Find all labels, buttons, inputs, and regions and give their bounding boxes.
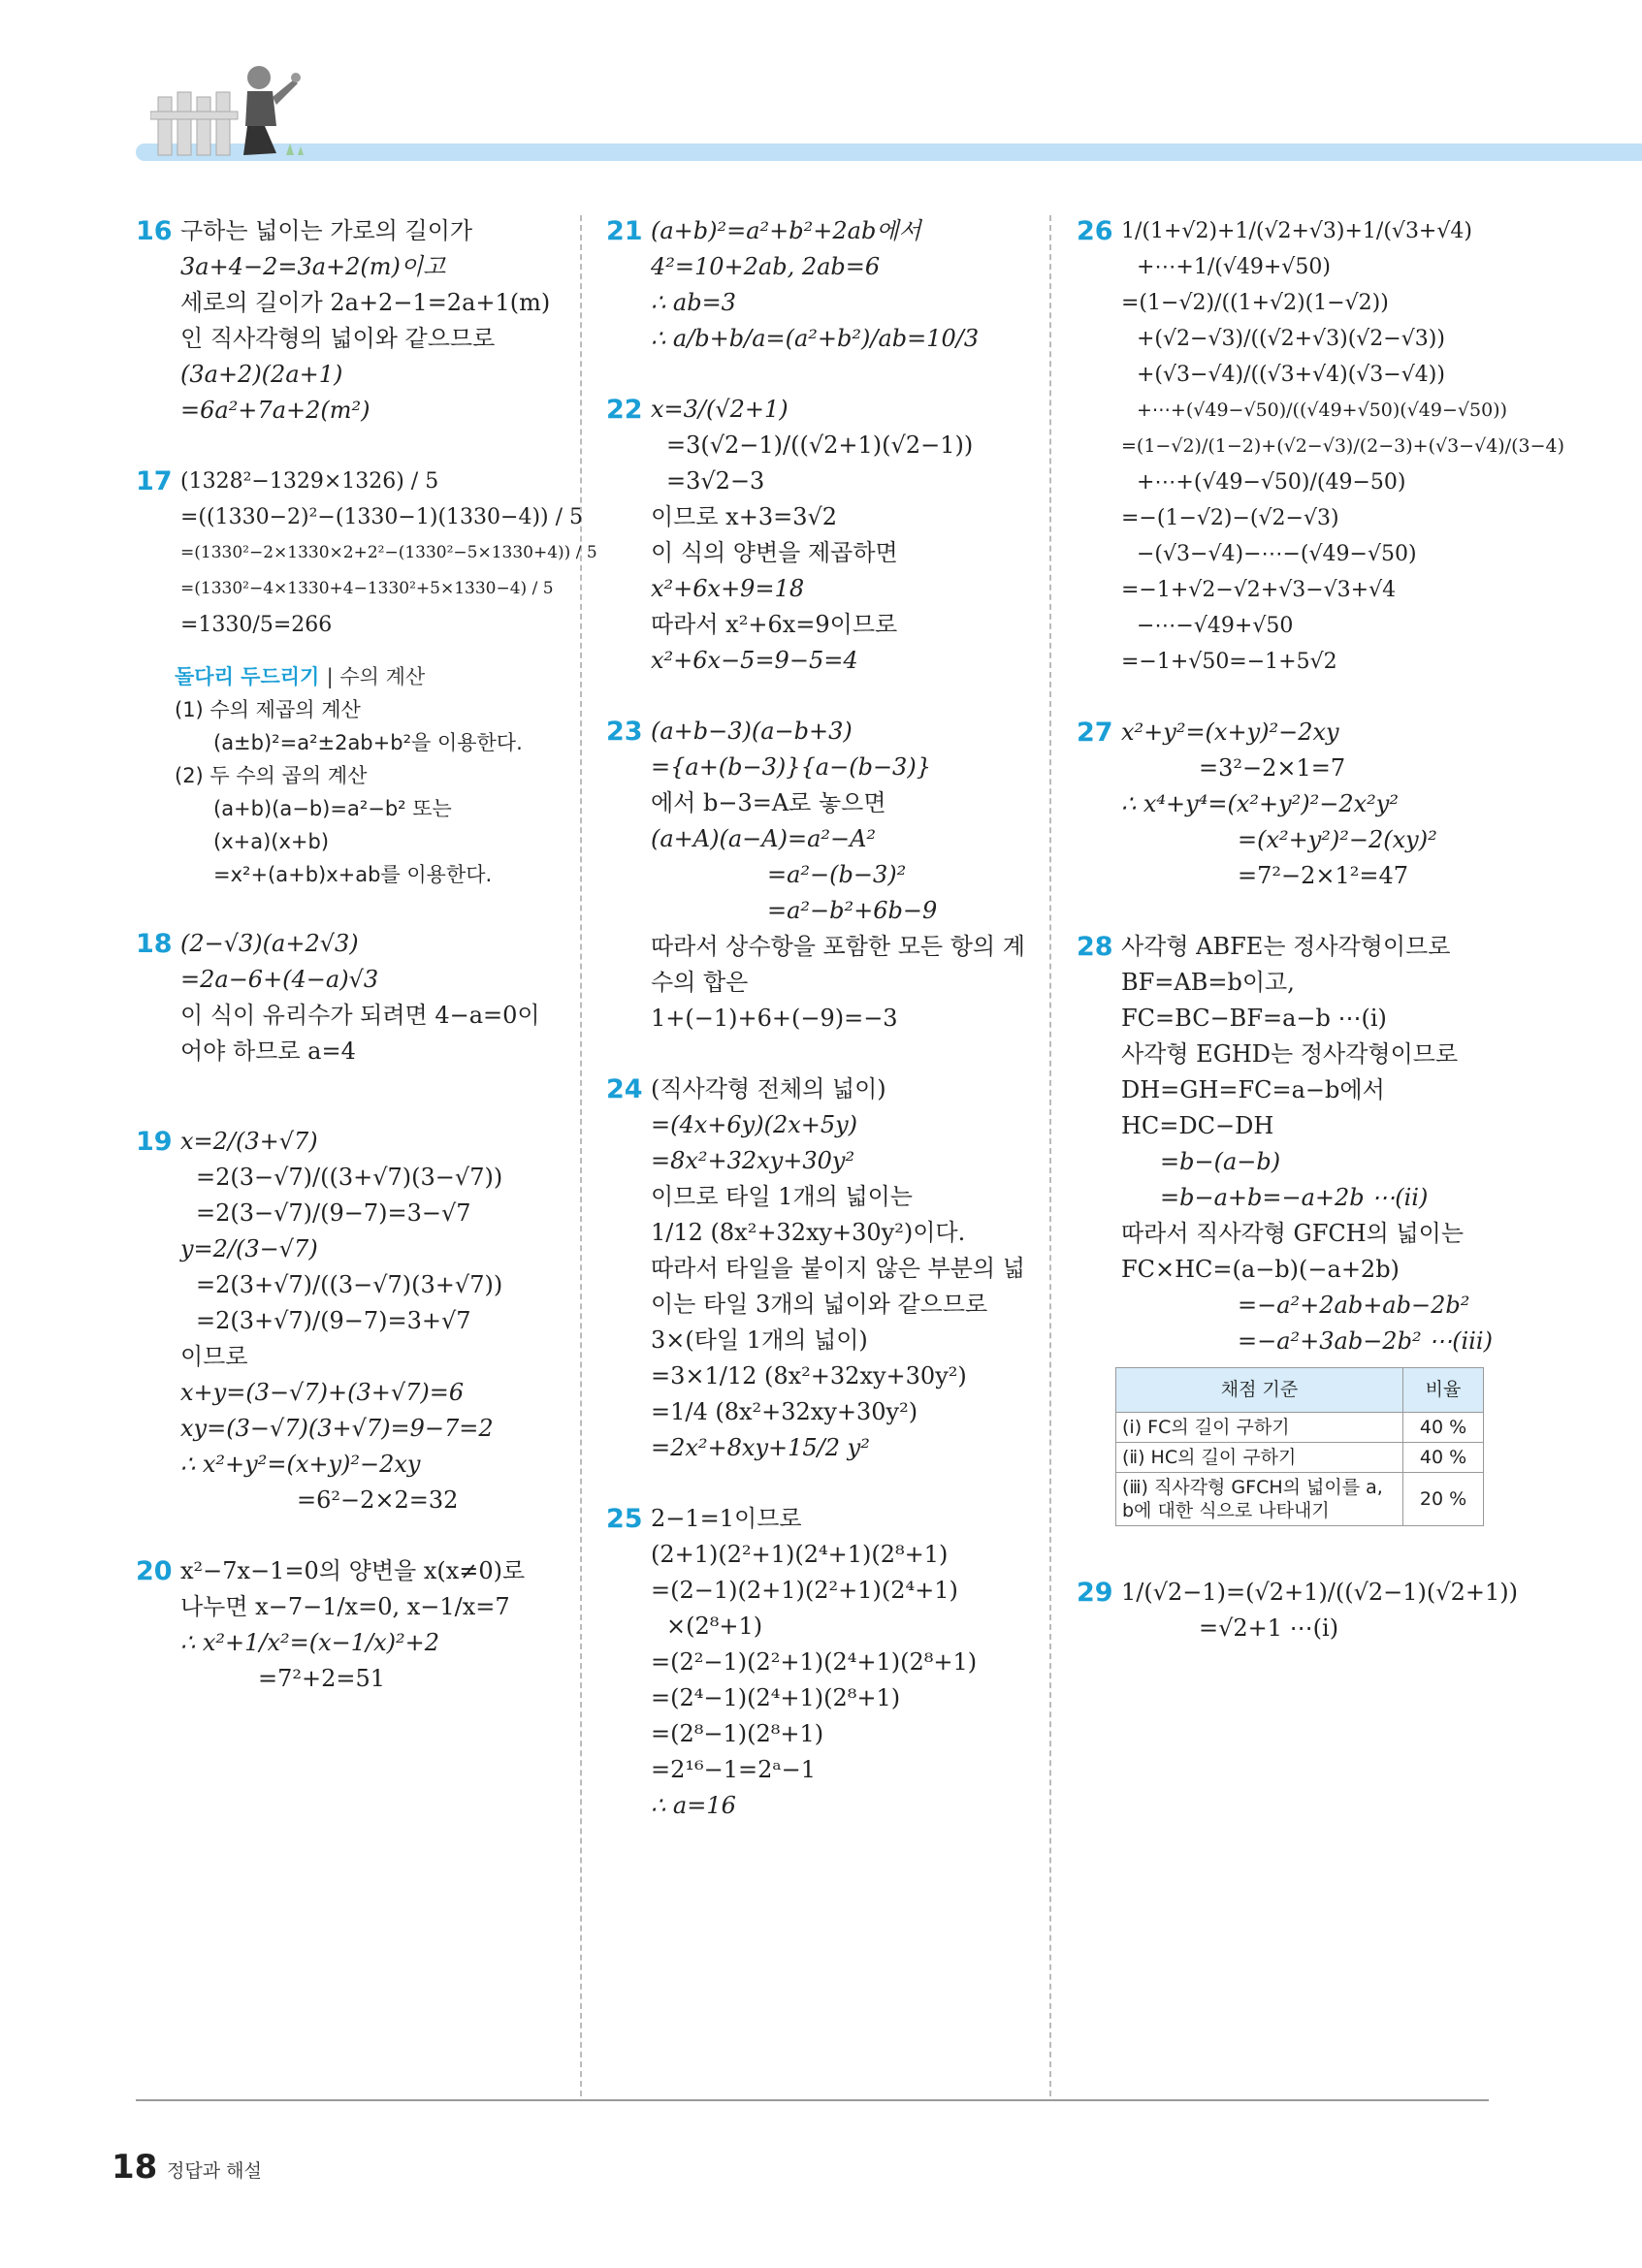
solution-line: 이므로	[180, 1343, 248, 1370]
solution-line: 1+(−1)+6+(−9)=−3	[651, 1005, 898, 1032]
solution-line: =2¹⁶−1=2ᵃ−1	[651, 1756, 817, 1783]
solution-line: ∴ ab=3	[651, 289, 736, 316]
solution-line: =1/4 (8x²+32xy+30y²)	[651, 1398, 918, 1425]
solution-line: ∴ a=16	[651, 1792, 736, 1819]
problem-number: 22	[606, 395, 643, 425]
problem-number: 20	[136, 1556, 173, 1586]
solution-line: 세로의 길이가 2a+2−1=2a+1(m)	[180, 289, 551, 316]
problem-29	[1077, 1575, 1518, 1646]
problem-number: 21	[606, 216, 643, 246]
column-divider-2	[1049, 215, 1051, 2096]
solution-line: 사각형 ABFE는 정사각형이므로	[1121, 933, 1451, 960]
problem-16	[136, 213, 563, 429]
column-divider-1	[580, 215, 582, 2096]
table-cell: 20 %	[1403, 1473, 1484, 1526]
solution-line: =(2⁸−1)(2⁸+1)	[651, 1720, 824, 1747]
solution-line: 이 식의 양변을 제곱하면	[651, 539, 898, 566]
column-3	[1077, 213, 1565, 1681]
solution-line: 따라서 x²+6x=9이므로	[651, 611, 898, 638]
tip-line: (a±b)²=a²±2ab+b²을 이용한다.	[213, 731, 523, 754]
solution-line: +(√2−√3)/((√2+√3)(√2−√3))	[1137, 327, 1445, 351]
solution-line: x+y=(3−√7)+(3+√7)=6	[180, 1379, 465, 1406]
solution-line: =(1330²−2×1330×2+2²−(1330²−5×1330+4)) / 5	[180, 543, 597, 562]
problem-28	[1077, 929, 1513, 1526]
solution-line: xy=(3−√7)(3+√7)=9−7=2	[180, 1415, 494, 1442]
solution-line: 3a+4−2=3a+2(m)이고	[180, 253, 446, 280]
problem-number: 27	[1077, 718, 1113, 748]
solution-line: =7²+2=51	[258, 1665, 386, 1692]
solution-line: =(2−1)(2+1)(2²+1)(2⁴+1)	[651, 1577, 958, 1604]
problem-number: 24	[606, 1074, 643, 1104]
table-cell: (ⅲ) 직사각형 GFCH의 넓이를 a, b에 대한 식으로 나타내기	[1116, 1473, 1403, 1526]
solution-line: DH=GH=FC=a−b에서	[1121, 1076, 1385, 1103]
solution-line: =((1330−2)²−(1330−1)(1330−4)) / 5	[180, 505, 584, 529]
scoring-table	[1115, 1367, 1484, 1526]
problem-number: 29	[1077, 1578, 1113, 1608]
tip-title-a: 돌다리	[175, 665, 234, 688]
solution-line: 사각형 EGHD는 정사각형이므로	[1121, 1040, 1459, 1068]
solution-line: =(2²−1)(2²+1)(2⁴+1)(2⁸+1)	[651, 1648, 978, 1676]
solution-line: (3a+2)(2a+1)	[180, 361, 343, 388]
problem-18	[136, 926, 563, 1070]
solution-line: (1328²−1329×1326) / 5	[180, 469, 439, 494]
solution-line: =(1−√2)/((1+√2)(1−√2))	[1121, 291, 1389, 315]
solution-line: ∴ a/b+b/a=(a²+b²)/ab=10/3	[651, 325, 980, 352]
solution-line: =3×1/12 (8x²+32xy+30y²)	[651, 1362, 967, 1390]
problem-number: 28	[1077, 932, 1113, 962]
problem-17	[136, 463, 597, 643]
solution-line: =1330/5=266	[180, 613, 333, 637]
table-row	[1116, 1413, 1484, 1443]
solution-line: ={a+(b−3)}{a−(b−3)}	[651, 753, 931, 781]
problem-number: 19	[136, 1127, 173, 1157]
solution-line: 어야 하므로 a=4	[180, 1038, 356, 1065]
solution-line: 수의 합은	[651, 969, 749, 996]
table-header: 비율	[1403, 1368, 1484, 1413]
solution-line: 나누면 x−7−1/x=0, x−1/x=7	[180, 1593, 510, 1620]
solution-line: +⋯+1/(√49+√50)	[1137, 255, 1331, 279]
solution-line: x²−7x−1=0의 양변을 x(x≠0)로	[180, 1557, 526, 1584]
problem-number: 18	[136, 929, 173, 959]
problem-26	[1077, 213, 1565, 680]
tip-line: =x²+(a+b)x+ab를 이용한다.	[213, 863, 493, 886]
solution-line: 따라서 상수항을 포함한 모든 항의 계	[651, 933, 1025, 960]
solution-line: 4²=10+2ab, 2ab=6	[651, 253, 881, 280]
solution-line: 이므로 x+3=3√2	[651, 503, 838, 530]
solution-line: 2−1=1이므로	[651, 1505, 802, 1532]
solution-line: 이 식이 유리수가 되려면 4−a=0이	[180, 1002, 540, 1029]
solution-line: (a+b−3)(a−b+3)	[651, 718, 853, 745]
solution-line: =2(3−√7)/((3+√7)(3−√7))	[196, 1164, 503, 1191]
solution-line: =6²−2×2=32	[297, 1486, 459, 1514]
solution-line: ∴ x⁴+y⁴=(x²+y²)²−2x²y²	[1121, 790, 1399, 817]
solution-line: =(4x+6y)(2x+5y)	[651, 1111, 858, 1138]
solution-line: =a²−b²+6b−9	[767, 897, 938, 924]
table-cell: 40 %	[1403, 1443, 1484, 1473]
table-cell: (ⅱ) HC의 길이 구하기	[1116, 1443, 1403, 1473]
tip-title	[175, 660, 563, 693]
tip-box	[175, 660, 563, 891]
solution-line: +(√3−√4)/((√3+√4)(√3−√4))	[1137, 363, 1445, 387]
page-label: 정답과 해설	[167, 2160, 262, 2182]
solution-line: 따라서 타일을 붙이지 않은 부분의 넓	[651, 1255, 1025, 1282]
solution-line: =−(1−√2)−(√2−√3)	[1121, 506, 1339, 530]
solution-line: =−a²+3ab−2b² ⋯(ⅲ)	[1238, 1327, 1493, 1355]
problem-24	[606, 1071, 1033, 1466]
solution-line: =(1330²−4×1330+4−1330²+5×1330−4) / 5	[180, 579, 554, 598]
solution-line: =√2+1 ⋯(ⅰ)	[1199, 1614, 1339, 1642]
tip-title-b: 두드리기	[241, 665, 320, 688]
solution-line: 이므로 타일 1개의 넓이는	[651, 1183, 913, 1210]
solution-line: =2(3+√7)/(9−7)=3+√7	[196, 1307, 471, 1334]
column-2	[606, 213, 1033, 1859]
problem-number: 16	[136, 216, 173, 246]
solution-line: ∴ x²+1/x²=(x−1/x)²+2	[180, 1629, 440, 1656]
solution-line: 1/(1+√2)+1/(√2+√3)+1/(√3+√4)	[1121, 219, 1472, 243]
solution-line: x²+6x+9=18	[651, 575, 805, 602]
header-banner	[136, 144, 1642, 161]
table-cell: (ⅰ) FC의 길이 구하기	[1116, 1413, 1403, 1443]
solution-line: FC×HC=(a−b)(−a+2b)	[1121, 1256, 1400, 1283]
tip-line: (a+b)(a−b)=a²−b² 또는	[213, 797, 452, 820]
solution-line: =3²−2×1=7	[1199, 754, 1346, 782]
table-cell: 40 %	[1403, 1413, 1484, 1443]
solution-line: (2+1)(2²+1)(2⁴+1)(2⁸+1)	[651, 1541, 949, 1568]
problem-number: 17	[136, 466, 173, 496]
solution-line: 1/12 (8x²+32xy+30y²)이다.	[651, 1219, 966, 1246]
solution-line: (직사각형 전체의 넓이)	[651, 1075, 886, 1102]
solution-line: y=2/(3−√7)	[180, 1235, 318, 1262]
solution-line: 구하는 넓이는 가로의 길이가	[180, 217, 473, 244]
solution-line: x=3/(√2+1)	[651, 396, 789, 423]
table-row	[1116, 1473, 1484, 1526]
solution-line: 1/(√2−1)=(√2+1)/((√2−1)(√2+1))	[1121, 1579, 1518, 1606]
solution-line: −⋯−√49+√50	[1137, 614, 1294, 638]
solution-line: =8x²+32xy+30y²	[651, 1147, 855, 1174]
tip-line: (1) 수의 제곱의 계산	[175, 698, 361, 721]
solution-line: BF=AB=b이고,	[1121, 969, 1295, 996]
solution-line: (a+A)(a−A)=a²−A²	[651, 825, 877, 852]
solution-line: +⋯+(√49−√50)/(49−50)	[1137, 470, 1406, 495]
table-row	[1116, 1443, 1484, 1473]
tip-line: (2) 두 수의 곱의 계산	[175, 764, 368, 787]
solution-line: x=2/(3+√7)	[180, 1128, 318, 1155]
solution-line: x²+y²=(x+y)²−2xy	[1121, 719, 1339, 746]
footer-rule	[136, 2099, 1489, 2101]
solution-line: =7²−2×1²=47	[1238, 862, 1409, 889]
solution-line: 인 직사각형의 넓이와 같으므로	[180, 325, 496, 352]
problem-number: 23	[606, 717, 643, 747]
problem-25	[606, 1501, 1033, 1824]
tip-line: (x+a)(x+b)	[213, 830, 330, 853]
solution-line: ∴ x²+y²=(x+y)²−2xy	[180, 1451, 421, 1478]
solution-line: =b−(a−b)	[1160, 1148, 1281, 1175]
solution-line: =−1+√2−√2+√3−√3+√4	[1121, 578, 1397, 602]
table-header-row	[1116, 1368, 1484, 1413]
problem-21	[606, 213, 1033, 357]
problem-number: 25	[606, 1504, 643, 1534]
column-1	[136, 213, 597, 1732]
solution-line: =2(3+√7)/((3−√7)(3+√7))	[196, 1271, 503, 1298]
solution-line: 따라서 직사각형 GFCH의 넓이는	[1121, 1220, 1465, 1247]
solution-line: (2−√3)(a+2√3)	[180, 930, 359, 957]
solution-line: x²+6x−5=9−5=4	[651, 647, 858, 674]
solution-line: =2(3−√7)/(9−7)=3−√7	[196, 1199, 471, 1227]
tip-title-c: | 수의 계산	[326, 665, 426, 688]
gardener-illustration	[150, 58, 315, 165]
solution-line: +⋯+(√49−√50)/((√49+√50)(√49−√50))	[1137, 399, 1508, 421]
solution-line: =(1−√2)/(1−2)+(√2−√3)/(2−3)+(√3−√4)/(3−4)	[1121, 435, 1565, 457]
solution-line: =3√2−3	[666, 467, 765, 495]
problem-23	[606, 714, 1033, 1037]
solution-line: 에서 b−3=A로 놓으면	[651, 789, 886, 816]
solution-line: HC=DC−DH	[1121, 1112, 1274, 1139]
solution-line: =(2⁴−1)(2⁴+1)(2⁸+1)	[651, 1684, 901, 1711]
solution-line: (a+b)²=a²+b²+2ab에서	[651, 217, 921, 244]
solution-line: 이는 타일 3개의 넓이와 같으므로	[651, 1291, 988, 1318]
solution-line: ×(2⁸+1)	[666, 1613, 763, 1640]
page-number: 18	[112, 2148, 158, 2187]
solution-line: =3(√2−1)/((√2+1)(√2−1))	[666, 431, 974, 459]
problem-22	[606, 392, 1033, 679]
solution-line: =−a²+2ab+ab−2b²	[1238, 1292, 1470, 1319]
solution-line: =(x²+y²)²−2(xy)²	[1238, 826, 1437, 853]
solution-line: =6a²+7a+2(m²)	[180, 397, 370, 424]
problem-19	[136, 1124, 563, 1518]
solution-line: 3×(타일 1개의 넓이)	[651, 1326, 868, 1354]
problem-20	[136, 1553, 563, 1697]
problem-number: 26	[1077, 216, 1113, 246]
solution-line: =b−a+b=−a+2b ⋯(ⅱ)	[1160, 1184, 1429, 1211]
solution-line: −(√3−√4)−⋯−(√49−√50)	[1137, 542, 1417, 566]
solution-line: =a²−(b−3)²	[767, 861, 907, 888]
solution-line: =−1+√50=−1+5√2	[1121, 650, 1337, 674]
problem-27	[1077, 715, 1513, 894]
table-header: 채점 기준	[1116, 1368, 1403, 1413]
solution-line: FC=BC−BF=a−b ⋯(ⅰ)	[1121, 1005, 1387, 1032]
solution-line: =2a−6+(4−a)√3	[180, 966, 379, 993]
solution-line: =2x²+8xy+15/2 y²	[651, 1434, 870, 1461]
